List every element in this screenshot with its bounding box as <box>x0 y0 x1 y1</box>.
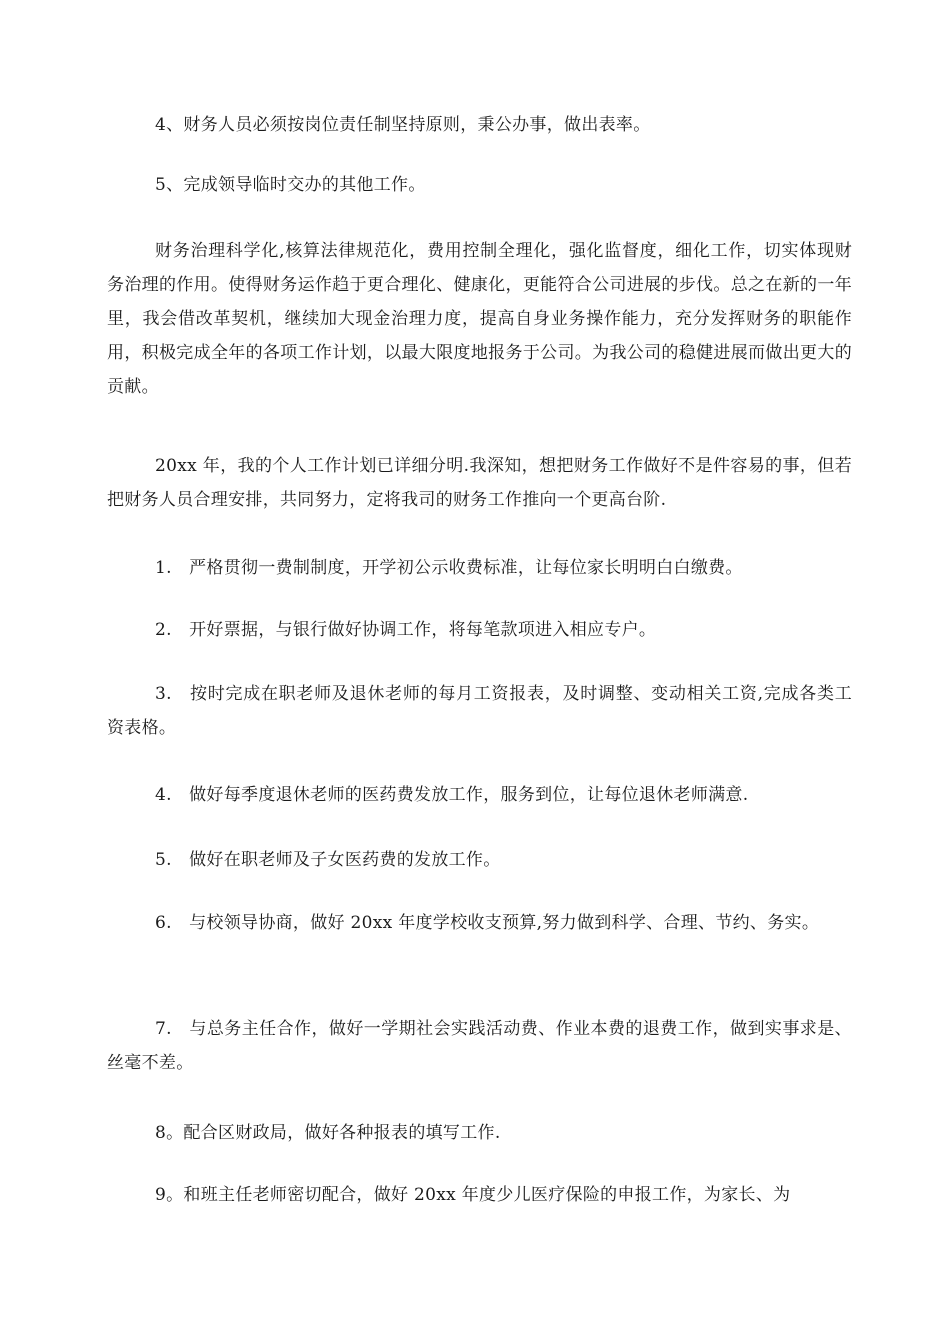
list-item-1: 1. 严格贯彻一费制制度，开学初公示收费标准，让每位家长明明白白缴费。 <box>155 558 743 578</box>
list-item-7: 7. 与总务主任合作，做好一学期社会实践活动费、作业本费的退费工作，做到实事求是、丝毫不差。 <box>107 1019 852 1073</box>
list-item-6: 6. 与校领导协商，做好 20xx 年度学校收支预算,努力做到科学、合理、节约、务实。 <box>155 913 820 933</box>
list-item-5: 5. 做好在职老师及子女医药费的发放工作。 <box>155 850 501 870</box>
list-item-9: 9。和班主任老师密切配合，做好 20xx 年度少儿医疗保险的申报工作，为家长、为 <box>155 1185 791 1205</box>
list-item-4: 4. 做好每季度退休老师的医药费发放工作，服务到位，让每位退休老师满意. <box>155 785 749 805</box>
list-item-2: 2. 开好票据，与银行做好协调工作，将每笔款项进入相应专户。 <box>155 620 657 640</box>
paragraph-item-5-other-tasks: 5、完成领导临时交办的其他工作。 <box>155 175 426 195</box>
paragraph-annual-plan: 20xx 年，我的个人工作计划已详细分明.我深知，想把财务工作做好不是件容易的事，但若把财务人员合理安排，共同努力，定将我司的财务工作推向一个更高台阶. <box>107 456 852 510</box>
paragraph-summary: 财务治理科学化,核算法律规范化，费用控制全理化，强化监督度，细化工作，切实体现财务治理的作用。使得财务运作趋于更合理化、健康化，更能符合公司进展的步伐。总之在新的一年里，我会借改革契机，继续加大现金治理力度，提高自身业务操作能力，充分发挥财务的职能作用，积极完成全年的各项工作计划，以最大限度地报务于公司。为我公司的稳健进展而做出更大的贡献。 <box>107 241 852 397</box>
list-item-8: 8。配合区财政局，做好各种报表的填写工作. <box>155 1123 501 1143</box>
list-item-3: 3. 按时完成在职老师及退休老师的每月工资报表，及时调整、变动相关工资,完成各类工资表格。 <box>107 684 852 738</box>
paragraph-item-4-finance-staff: 4、财务人员必须按岗位责任制坚持原则，秉公办事，做出表率。 <box>155 115 651 135</box>
